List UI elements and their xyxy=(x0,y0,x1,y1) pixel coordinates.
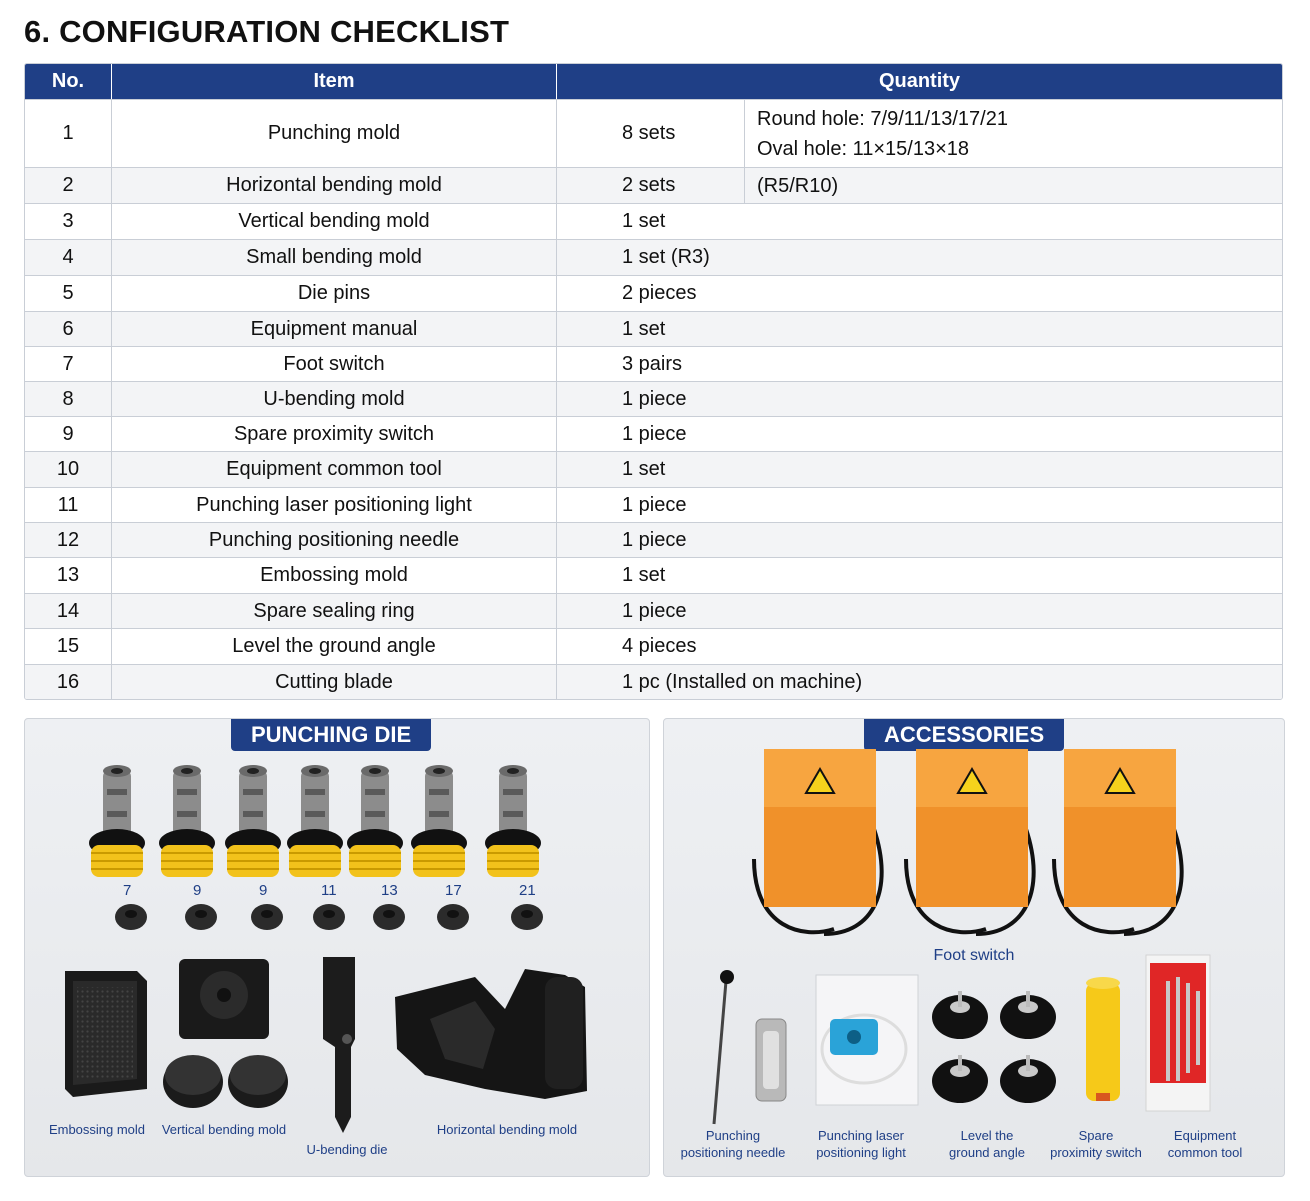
punch-die-image xyxy=(225,765,283,930)
row-number: 4 xyxy=(25,240,112,275)
table-row xyxy=(25,275,1282,311)
caption-proximity-switch: Spare proximity switch xyxy=(1050,1128,1142,1160)
punch-size-label: 11 xyxy=(321,882,337,899)
row-quantity: 1 set xyxy=(622,564,666,586)
row-number: 12 xyxy=(25,523,112,557)
row-number: 11 xyxy=(25,488,112,522)
caption-u-bending-die: U-bending die xyxy=(306,1142,388,1157)
punch-size-label: 17 xyxy=(445,882,462,899)
row-item: Embossing mold xyxy=(112,558,557,593)
leveling-feet-image xyxy=(932,991,1056,1103)
row-quantity: 1 set (R3) xyxy=(622,246,710,268)
accessories-title: ACCESSORIES xyxy=(864,719,1064,751)
row-quantity: 8 sets xyxy=(557,100,745,167)
row-item: Punching positioning needle xyxy=(112,523,557,557)
table-row xyxy=(25,557,1282,593)
accessories-panel xyxy=(663,718,1285,1177)
punching-die-panel xyxy=(24,718,650,1177)
row-item: Small bending mold xyxy=(112,240,557,275)
row-number: 14 xyxy=(25,594,112,628)
row-item: Vertical bending mold xyxy=(112,204,557,239)
leveling-foot xyxy=(1000,991,1056,1039)
row-number: 7 xyxy=(25,347,112,381)
table-row xyxy=(25,167,1282,203)
caption-common-tool: Equipment common tool xyxy=(1167,1128,1243,1160)
table-row xyxy=(25,416,1282,451)
row-item: Cutting blade xyxy=(112,665,557,699)
leveling-foot xyxy=(932,1055,988,1103)
table-row xyxy=(25,522,1282,557)
row-item: Horizontal bending mold xyxy=(112,168,557,203)
caption-level-ground-angle: Level the ground angle xyxy=(949,1128,1025,1160)
caption-vertical-bending-mold: Vertical bending mold xyxy=(161,1122,287,1137)
row-number: 16 xyxy=(25,665,112,699)
punch-size-label: 7 xyxy=(123,882,132,899)
row-quantity: 3 pairs xyxy=(622,352,683,375)
punching-die-illustration xyxy=(25,719,651,1178)
embossing-mold-image xyxy=(65,971,147,1097)
quantity-detail-line: Round hole: 7/9/11/13/17/21 xyxy=(757,107,1008,130)
laser-positioning-light-image xyxy=(816,975,918,1105)
punching-die-title: PUNCHING DIE xyxy=(231,719,431,751)
page-title: 6. CONFIGURATION CHECKLIST xyxy=(24,14,510,49)
leveling-foot xyxy=(932,991,988,1039)
row-number: 9 xyxy=(25,417,112,451)
row-quantity: 2 pieces xyxy=(622,282,697,304)
proximity-switch-image xyxy=(1086,977,1120,1101)
punch-die-image xyxy=(347,765,405,930)
foot-switch-image xyxy=(1054,749,1182,934)
row-quantity: 1 piece xyxy=(622,422,687,445)
quantity-detail-line: (R5/R10) xyxy=(757,174,839,197)
table-row xyxy=(25,239,1282,275)
punch-size-label: 9 xyxy=(193,882,202,899)
row-item: Equipment common tool xyxy=(112,452,557,487)
row-quantity: 1 piece xyxy=(622,528,687,551)
row-number: 2 xyxy=(25,168,112,203)
table-row xyxy=(25,628,1282,664)
row-quantity: 1 piece xyxy=(622,599,687,622)
caption-foot-switch: Foot switch xyxy=(933,947,1015,964)
row-item: Punching laser positioning light xyxy=(112,488,557,522)
row-item: Die pins xyxy=(112,276,557,311)
row-number: 3 xyxy=(25,204,112,239)
table-body xyxy=(25,99,1282,699)
row-item: Spare proximity switch xyxy=(112,417,557,451)
row-item: Equipment manual xyxy=(112,312,557,346)
row-number: 15 xyxy=(25,629,112,664)
punch-die-image xyxy=(159,765,217,930)
foot-switch-image xyxy=(906,749,1034,934)
row-quantity: 2 sets xyxy=(557,168,745,203)
punch-size-label: 9 xyxy=(259,882,268,899)
row-number: 6 xyxy=(25,312,112,346)
punch-die-image xyxy=(287,765,345,930)
u-bending-die-image xyxy=(323,957,355,1133)
row-item: Punching mold xyxy=(112,100,557,167)
table-row xyxy=(25,487,1282,522)
row-quantity: 4 pieces xyxy=(622,635,697,657)
foot-switch-image xyxy=(754,749,882,934)
punch-die-image xyxy=(411,765,469,930)
header-item: Item xyxy=(112,64,557,99)
row-quantity: 1 piece xyxy=(622,387,687,410)
caption-positioning-needle: Punching positioning needle xyxy=(680,1128,786,1160)
row-item: Level the ground angle xyxy=(112,629,557,664)
table-row xyxy=(25,451,1282,487)
table-row xyxy=(25,664,1282,699)
row-quantity: 1 piece xyxy=(622,493,687,516)
row-item: U-bending mold xyxy=(112,382,557,416)
positioning-needle-image xyxy=(714,970,786,1124)
table-header xyxy=(25,64,1282,99)
row-number: 1 xyxy=(25,100,112,167)
table-row xyxy=(25,203,1282,239)
row-number: 8 xyxy=(25,382,112,416)
punch-size-label: 13 xyxy=(381,882,398,899)
table-row xyxy=(25,381,1282,416)
vertical-bending-mold-image xyxy=(163,959,288,1108)
table-row xyxy=(25,311,1282,346)
punch-die-image xyxy=(485,765,543,930)
caption-embossing-mold: Embossing mold xyxy=(48,1122,146,1137)
punch-size-label: 21 xyxy=(519,882,536,899)
row-quantity: 1 set xyxy=(622,317,666,340)
row-quantity: 1 set xyxy=(622,210,666,232)
table-row xyxy=(25,346,1282,381)
row-quantity: 1 set xyxy=(622,458,666,480)
caption-laser-light: Punching laser positioning light xyxy=(816,1128,906,1160)
row-number: 10 xyxy=(25,452,112,487)
row-number: 5 xyxy=(25,276,112,311)
caption-horizontal-bending-mold: Horizontal bending mold xyxy=(436,1122,578,1137)
table-row xyxy=(25,99,1282,167)
row-quantity-detail xyxy=(745,100,1282,167)
common-tool-image xyxy=(1146,955,1210,1111)
table-row xyxy=(25,593,1282,628)
horizontal-bending-mold-image xyxy=(395,969,587,1099)
row-item: Spare sealing ring xyxy=(112,594,557,628)
checklist-table xyxy=(24,63,1283,700)
header-no: No. xyxy=(25,64,112,99)
punch-die-image xyxy=(89,765,147,930)
row-quantity: 1 pc (Installed on machine) xyxy=(622,670,863,693)
leveling-foot xyxy=(1000,1055,1056,1103)
row-item: Foot switch xyxy=(112,347,557,381)
row-number: 13 xyxy=(25,558,112,593)
quantity-detail-line: Oval hole: 11×15/13×18 xyxy=(757,137,970,160)
header-quantity: Quantity xyxy=(878,70,961,92)
row-quantity-detail xyxy=(745,168,1282,203)
